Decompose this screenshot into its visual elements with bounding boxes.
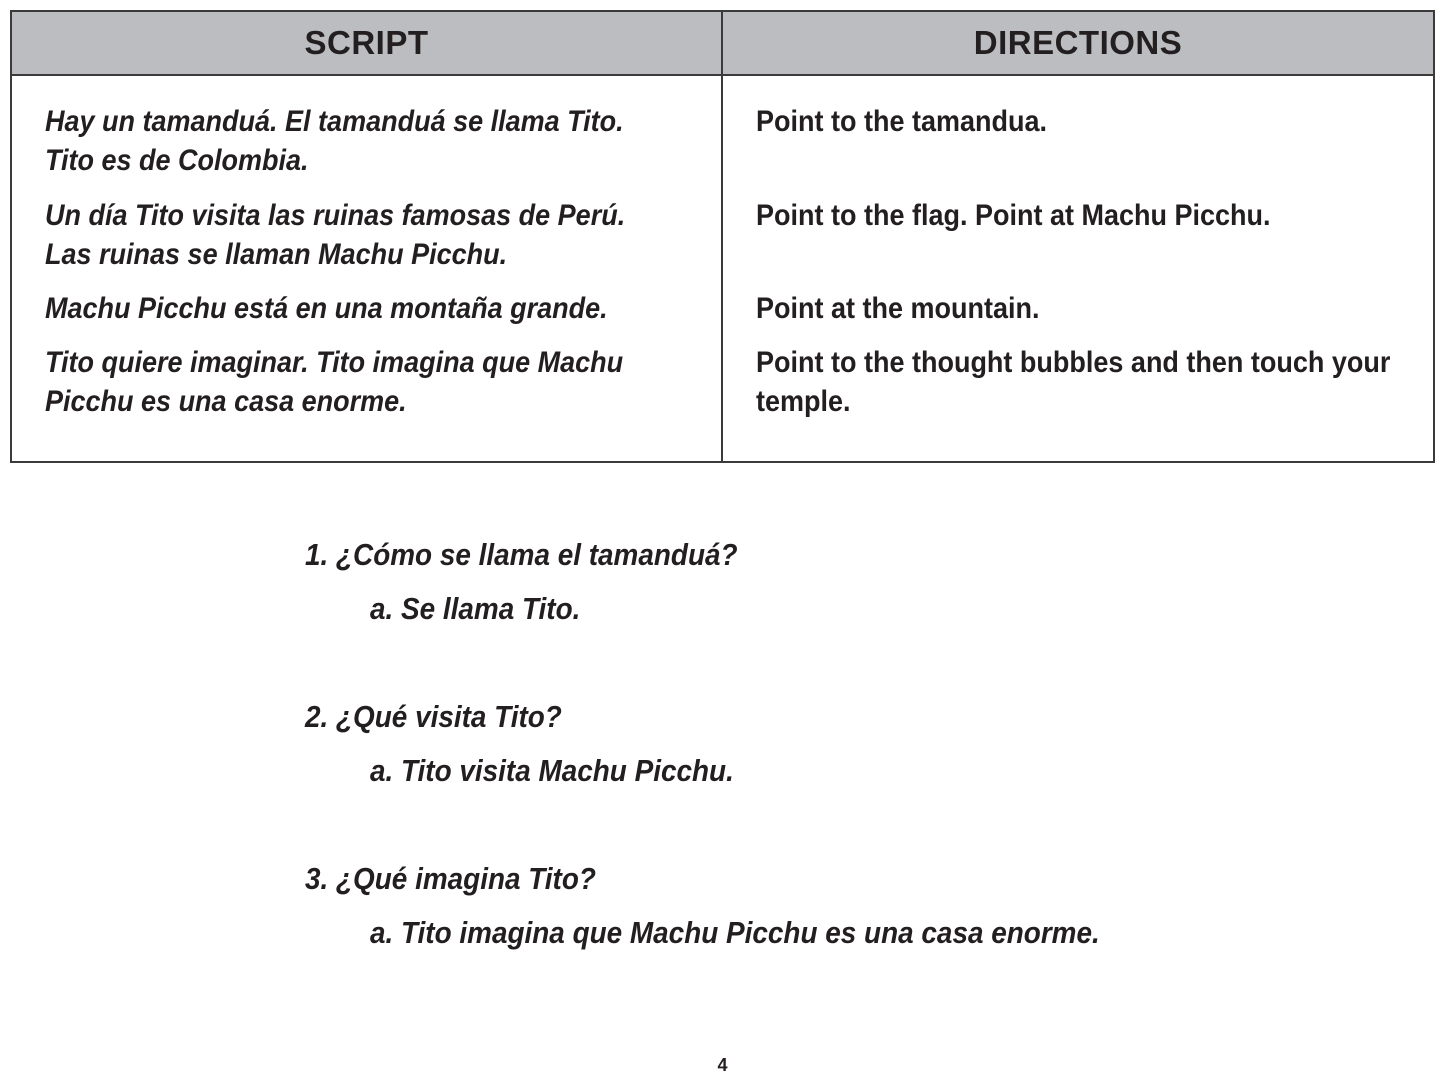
page-number: 4: [717, 1055, 728, 1075]
answer-2: a. Tito visita Machu Picchu.: [370, 753, 734, 788]
script-directions-table: [10, 10, 1435, 463]
script-column-header: SCRIPT: [12, 12, 723, 76]
answer-1: a. Se llama Tito.: [370, 591, 581, 626]
script-line: Las ruinas se llaman Machu Picchu.: [45, 238, 508, 271]
script-line: Un día Tito visita las ruinas famosas de Perú.: [45, 199, 626, 232]
direction-row-2: Point to the flag. Point at Machu Picchu.: [756, 199, 1271, 232]
direction-row-3: Point at the mountain.: [756, 292, 1040, 325]
script-line: Hay un tamanduá. El tamanduá se llama Tito.: [45, 105, 624, 138]
script-line: Tito quiere imaginar. Tito imagina que Machu: [45, 346, 624, 379]
script-row-1: [45, 102, 635, 180]
question-2: 2. ¿Qué visita Tito?: [305, 699, 562, 734]
script-row-2: [45, 196, 635, 274]
script-row-4: [45, 343, 635, 421]
direction-row-1: Point to the tamandua.: [756, 105, 1048, 138]
answer-3: a. Tito imagina que Machu Picchu es una casa enorme.: [370, 915, 1100, 950]
direction-row-4: Point to the thought bubbles and then touch your temple.: [756, 346, 1391, 418]
question-3: 3. ¿Qué imagina Tito?: [305, 861, 596, 896]
script-line: Machu Picchu está en una montaña grande.: [45, 292, 608, 325]
directions-column: [723, 76, 1433, 461]
script-column: [12, 76, 723, 461]
script-line: Picchu es una casa enorme.: [45, 385, 407, 418]
question-1: 1. ¿Cómo se llama el tamanduá?: [305, 537, 738, 572]
directions-column-header: DIRECTIONS: [723, 12, 1433, 76]
script-line: Tito es de Colombia.: [45, 144, 309, 177]
script-row-3: [45, 289, 635, 328]
